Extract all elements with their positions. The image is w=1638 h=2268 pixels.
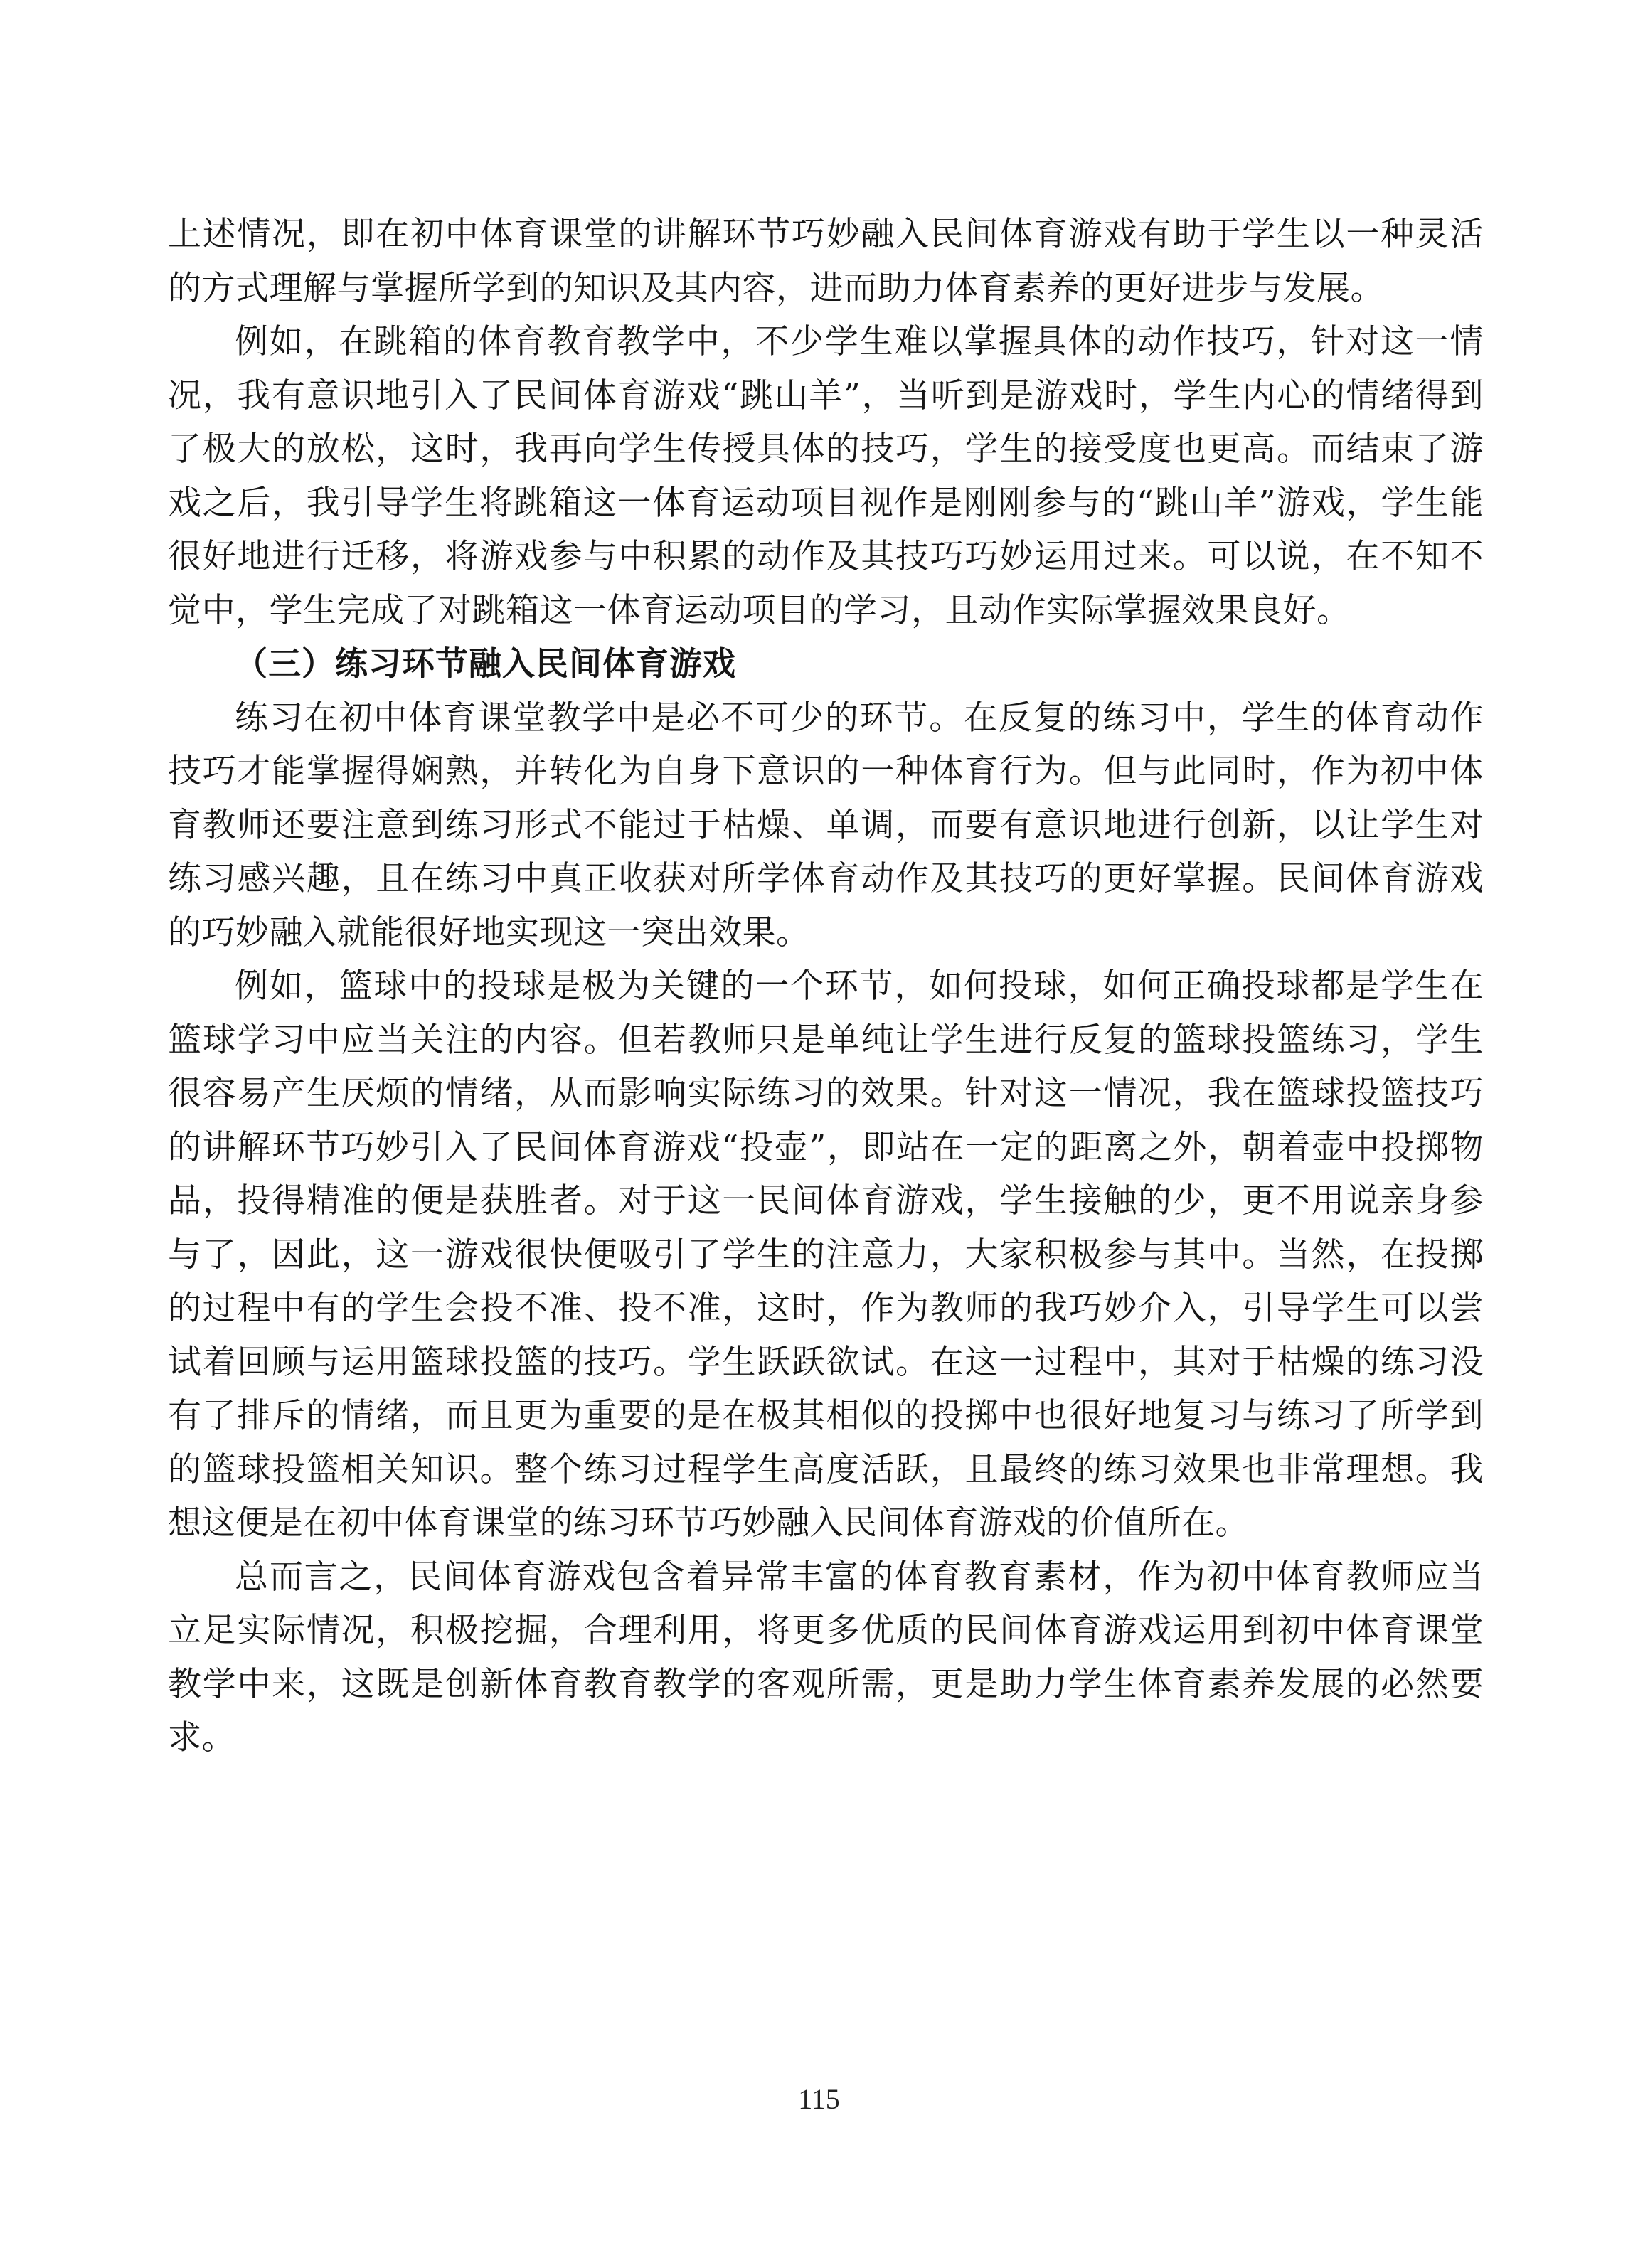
body-text xyxy=(168,208,1484,1765)
paragraph-jump-box-example: 例如，在跳箱的体育教育教学中，不少学生难以掌握具体的动作技巧，针对这一情况，我有意识地引入了民间体育游戏“跳山羊”，当听到是游戏时，学生内心的情绪得到了极大的放松，这时，我再向学生传授具体的技巧，学生的接受度也更高。而结束了游戏之后，我引导学生将跳箱这一体育运动项目视作是刚刚参与的“跳山羊”游戏，学生能很好地进行迁移，将游戏参与中积累的动作及其技巧巧妙运用过来。可以说，在不知不觉中，学生完成了对跳箱这一体育运动项目的学习，且动作实际掌握效果良好。 xyxy=(168,322,1484,630)
paragraph-conclusion: 总而言之，民间体育游戏包含着异常丰富的体育教育素材，作为初中体育教师应当立足实际情况，积极挖掘，合理利用，将更多优质的民间体育游戏运用到初中体育课堂教学中来，这既是创新体育教育教学的客观所需，更是助力学生体育素养发展的必然要求。 xyxy=(168,1557,1484,1757)
paragraph-practice-intro: 练习在初中体育课堂教学中是必不可少的环节。在反复的练习中，学生的体育动作技巧才能掌握得娴熟，并转化为自身下意识的一种体育行为。但与此同时，作为初中体育教师还要注意到练习形式不能过于枯燥、单调，而要有意识地进行创新，以让学生对练习感兴趣，且在练习中真正收获对所学体育动作及其技巧的更好掌握。民间体育游戏的巧妙融入就能很好地实现这一突出效果。 xyxy=(168,698,1484,952)
page-number: 115 xyxy=(798,2083,840,2115)
paragraph-continuation: 上述情况，即在初中体育课堂的讲解环节巧妙融入民间体育游戏有助于学生以一种灵活的方式理解与掌握所学到的知识及其内容，进而助力体育素养的更好进步与发展。 xyxy=(168,215,1484,308)
section-heading: （三）练习环节融入民间体育游戏 xyxy=(235,644,736,683)
paragraph-basketball-example: 例如，篮球中的投球是极为关键的一个环节，如何投球，如何正确投球都是学生在篮球学习中应当关注的内容。但若教师只是单纯让学生进行反复的篮球投篮练习，学生很容易产生厌烦的情绪，从而影响实际练习的效果。针对这一情况，我在篮球投篮技巧的讲解环节巧妙引入了民间体育游戏“投壶”，即站在一定的距离之外，朝着壶中投掷物品，投得精准的便是获胜者。对于这一民间体育游戏，学生接触的少，更不用说亲身参与了，因此，这一游戏很快便吸引了学生的注意力，大家积极参与其中。当然，在投掷的过程中有的学生会投不准、投不准，这时，作为教师的我巧妙介入，引导学生可以尝试着回顾与运用篮球投篮的技巧。学生跃跃欲试。在这一过程中，其对于枯燥的练习没有了排斥的情绪，而且更为重要的是在极其相似的投掷中也很好地复习与练习了所学到的篮球投篮相关知识。整个练习过程学生高度活跃，且最终的练习效果也非常理想。我想这便是在初中体育课堂的练习环节巧妙融入民间体育游戏的价值所在。 xyxy=(168,967,1484,1543)
